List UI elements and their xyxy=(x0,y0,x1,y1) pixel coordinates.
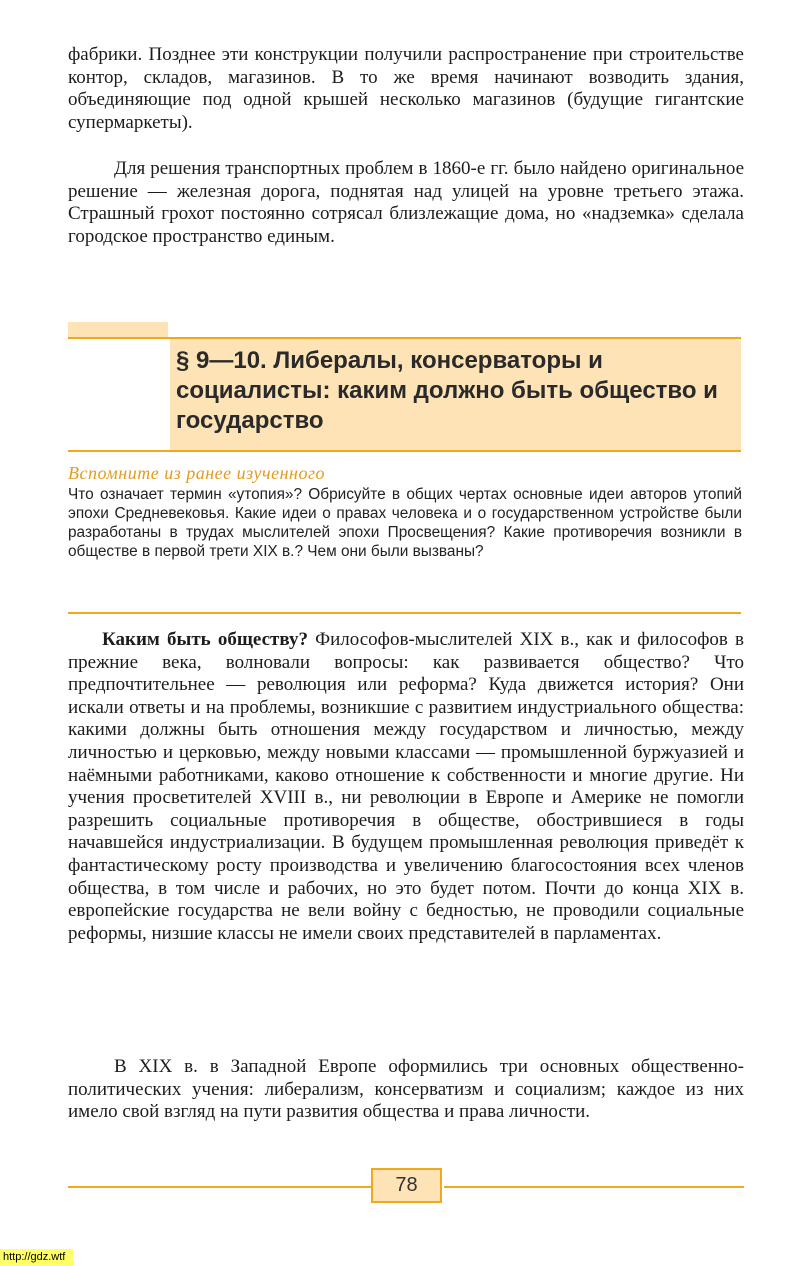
heading-bottom-rule xyxy=(68,450,741,452)
section-heading: § 9—10. Либералы, консерваторы и социалисты: каким должно быть общество и государство xyxy=(176,347,718,434)
body-paragraph-2: В XIX в. в Западной Европе оформились три основных общественно-политических учения: либерализм, консерватизм и социализм; каждое из них имело свой взгляд на пути развития общества и права личности. xyxy=(68,1056,744,1123)
recall-bottom-rule xyxy=(68,612,741,614)
recall-questions: Что означает термин «утопия»? Обрисуйте в общих чертах основные идеи авторов утопий эпохи Средневековья. Какие идеи о правах человека и о государственном устройстве были разработаны в трудах мыслителей эпохи Просвещения? Какие противоречия возникли в обществе в первой трети XIX в.? Чем они были вызваны? xyxy=(68,486,742,560)
heading-top-rule xyxy=(68,337,741,339)
intro-paragraph-2: Для решения транспортных проблем в 1860-е гг. было найдено оригинальное решение — железная дорога, поднятая над улицей на уровне третьего этажа. Страшный грохот постоянно сотрясал близлежащие дома, но «надземка» сделала городское пространство единым. xyxy=(68,158,744,247)
paragraph-lead: Каким быть обществу? xyxy=(102,629,308,650)
watermark-link[interactable]: http://gdz.wtf xyxy=(0,1249,73,1266)
footer-rule-left xyxy=(68,1186,371,1188)
body-paragraph-1-text: Философов-мыслителей XIX в., как и философов в прежние века, волновали вопросы: как развивается общество? Что предпочтительнее — революция или реформа? Куда движется история? Они искали ответы и на проблемы, возникшие с развитием индустриального общества: какими должны быть отношения между государством и личностью, между личностью и церковью, между новыми классами — промышленной буржуазией и наёмными работниками, каково отношение к собственности и многие другие. Ни учения просветителей XVIII в., ни революции в Европе и Америке не помогли разрешить социальные противоречия в обществе, обострившиеся в годы начавшейся индустриализации. В будущем промышленная революция приведёт к фантастическому росту производства и увеличению благосостояния всех членов общества, в том числе и рабочих, но это будет потом. Почти до конца XIX в. европейские государства не вели войну с бедностью, не проводили социальные реформы, низшие классы не имели своих представителей в парламентах. xyxy=(68,629,744,944)
body-paragraph-1 xyxy=(68,629,744,945)
intro-paragraph-1: фабрики. Позднее эти конструкции получили распространение при строительстве контор, складов, магазинов. В то же время начинают возводить здания, объединяющие под одной крышей несколько магазинов (будущие гигантские супермаркеты). xyxy=(68,44,744,133)
heading-accent-tab xyxy=(68,322,168,338)
page-number: 78 xyxy=(371,1168,442,1203)
footer-rule-right xyxy=(444,1186,744,1188)
recall-title: Вспомните из ранее изученного xyxy=(68,463,325,483)
